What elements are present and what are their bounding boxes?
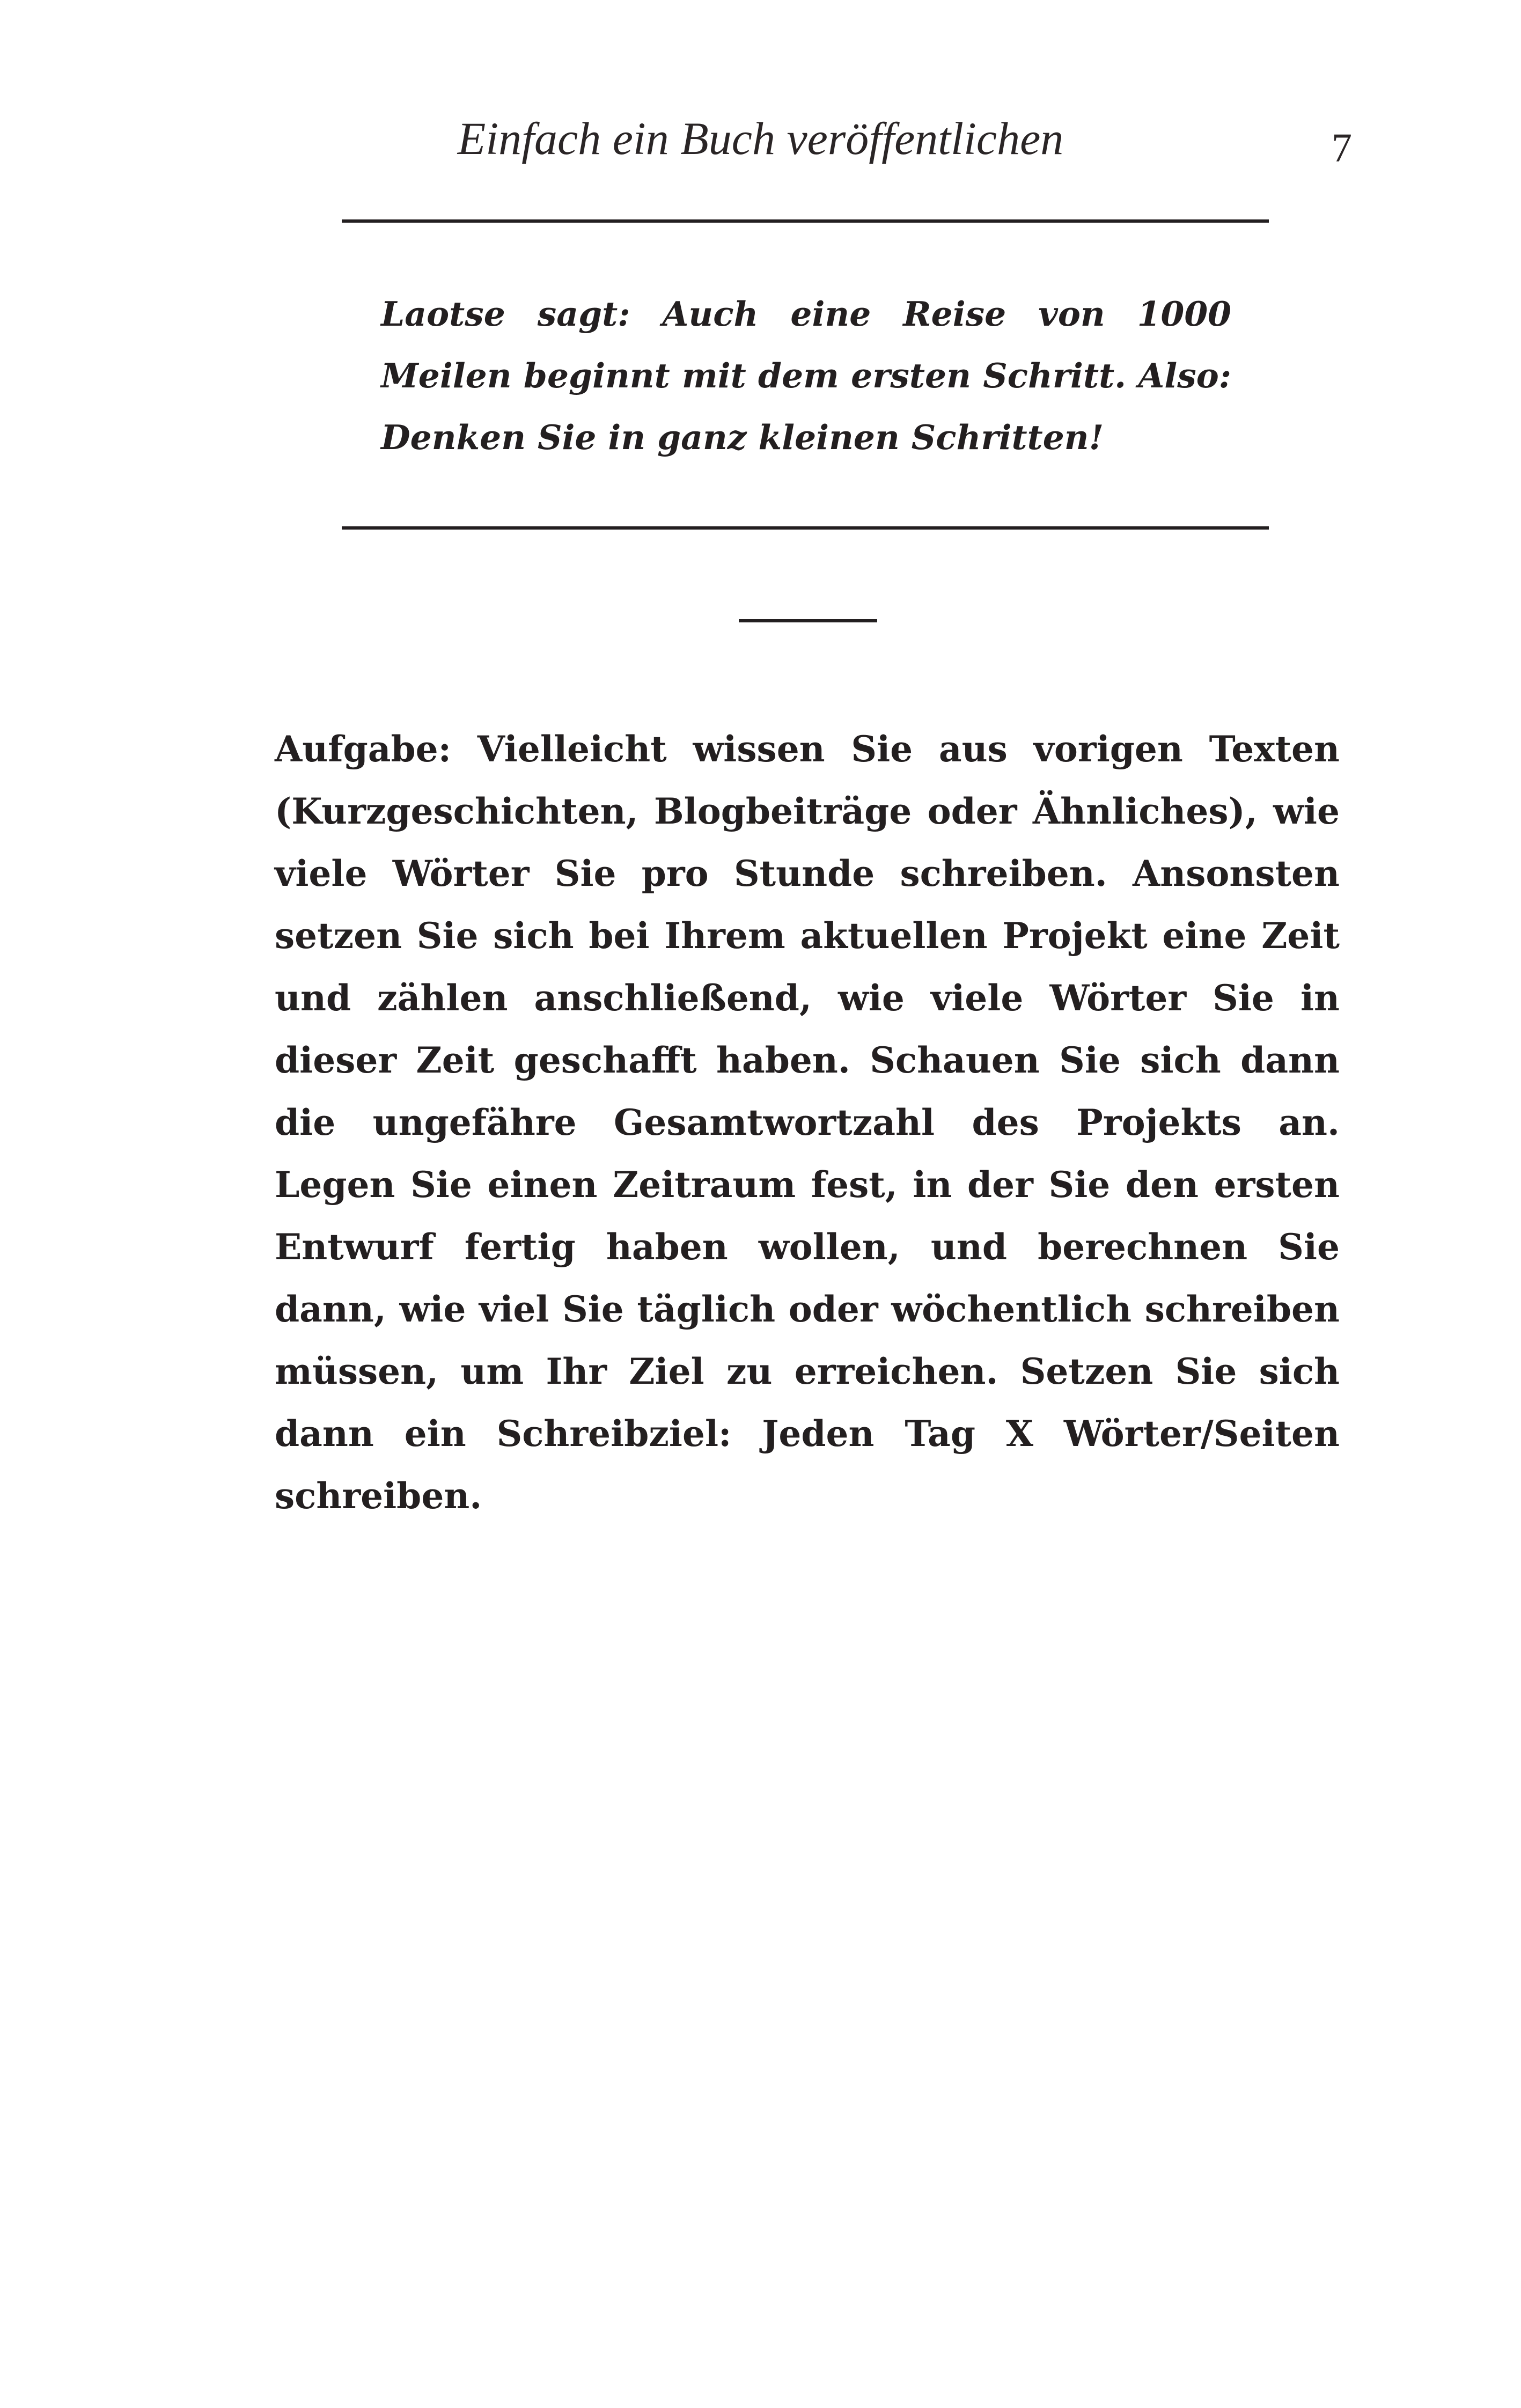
task-paragraph: Aufgabe: Vielleicht wissen Sie aus vorigen Texten (Kurzgeschichten, Blogbeiträge oder Ähnliches), wie viele Wörter Sie pro Stunde schreiben. Ansonsten setzen Sie sich bei Ihrem aktuellen Projekt eine Zeit und zählen anschließend, wie viele Wörter Sie in dieser Zeit geschafft haben. Schauen Sie sich dann die ungefähre Gesamtwortzahl des Projekts an. Legen Sie einen Zeitraum fest, in der Sie den ersten Entwurf fertig haben wollen, und berechnen Sie dann, wie viel Sie täglich oder wöchentlich schreiben müssen, um Ihr Ziel zu erreichen. Setzen Sie sich dann ein Schreibziel: Jeden Tag X Wörter/Seiten schreiben.: [275, 728, 1340, 1517]
quote-text: Laotse sagt: Auch eine Reise von 1000 Meilen beginnt mit dem ersten Schritt. Also: Denken Sie in ganz kleinen Schritten!: [381, 294, 1231, 457]
quote-rule-bottom: [342, 526, 1269, 530]
section-divider: [739, 619, 877, 622]
running-head: Einfach ein Buch veröffentlichen: [457, 113, 1064, 164]
page-number: 7: [1332, 126, 1352, 171]
quote-rule-top: [342, 219, 1269, 223]
